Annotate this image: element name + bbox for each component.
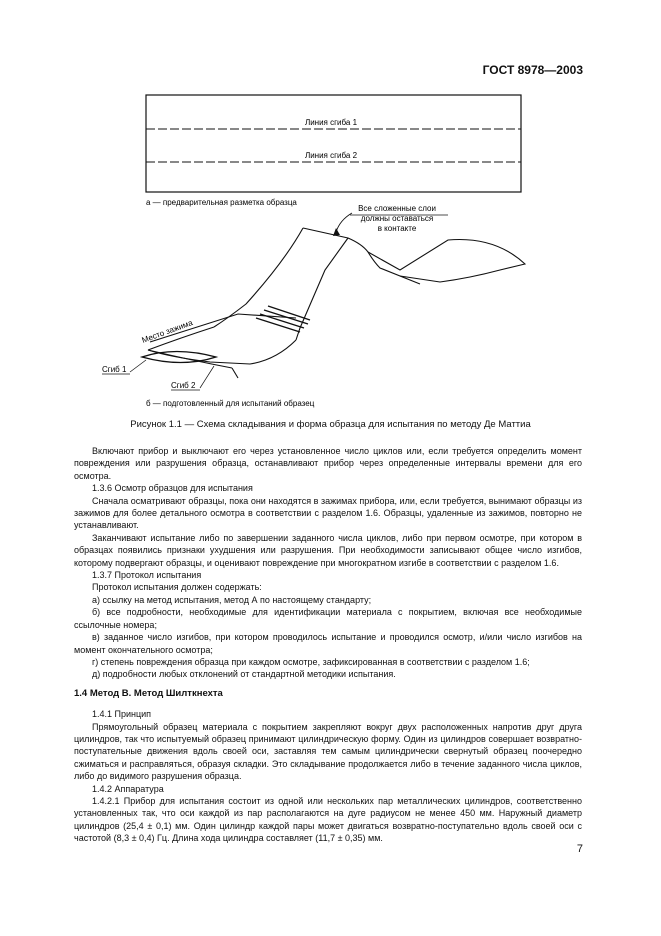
subfigure-b-caption: б — подготовленный для испытаний образец	[146, 399, 315, 408]
list-item: а) ссылку на метод испытания, метод А по настоящему стандарту;	[92, 594, 372, 605]
subsection-heading: 1.4.1 Принцип	[92, 709, 152, 720]
contact-note-line2: должны оставаться	[360, 214, 434, 223]
paragraph: Включают прибор и выключают его через установленное число циклов или, если требуется определить момент повреждения или разрушения образца, останавливают прибор через определенные интервалы времени для его осмотра.	[74, 446, 582, 481]
subsection-heading: 1.3.7 Протокол испытания	[92, 570, 202, 581]
body-text	[74, 445, 582, 845]
paragraph: Сначала осматривают образцы, пока они находятся в зажимах прибора, или, если требуется, вынимают образцы из зажимов для более детального осмотра в соответствии с разделом 1.6. Образцы, удаленные из зажимов, повторно не устанавливают.	[74, 495, 582, 531]
folded-specimen	[142, 228, 525, 378]
contact-note-line1: Все сложенные слои	[358, 204, 436, 213]
list-item: б) все подробности, необходимые для идентификации материала с покрытием, включая все необходимые ссылочные номера;	[74, 607, 582, 630]
fold-line-1-label: Линия сгиба 1	[304, 118, 358, 127]
subsection-heading: 1.4.2 Аппаратура	[92, 783, 164, 794]
paragraph: Прямоугольный образец материала с покрытием закрепляют вокруг двух расположенных напротив друг друга цилиндров, так что испытуемый образец принимают цилиндрическую форму. Один из цилиндров совершает возвратно-поступательные движения вдоль своей оси, заставляя тем самым цилиндрически свернутый образец поочередно сжиматься и расправляться, образуя складки. Это складывание продолжается либо в течение заданного числа циклов, либо до видимого разрушения образца.	[74, 721, 582, 782]
list-item: г) степень повреждения образца при каждом осмотре, зафиксированная в соответствии с разделом 1.6;	[92, 656, 530, 667]
section-heading: 1.4 Метод В. Метод Шилткнехта	[74, 687, 223, 699]
subsection-heading: 1.3.6 Осмотр образцов для испытания	[92, 483, 253, 494]
subfigure-a-caption: а — предварительная разметка образца	[146, 198, 297, 207]
fold-1-label: Сгиб 1	[102, 365, 127, 374]
list-item: в) заданное число изгибов, при котором проводилось испытание и проводился осмотр, и/или число изгибов на момент окончательного осмотра;	[74, 632, 582, 655]
paragraph: 1.4.2.1 Прибор для испытания состоит из одной или нескольких пар металлических цилиндров, соответственно установленных так, что оси каждой из пар располагаются на дуге радиусом не менее 450 мм. Наружный диаметр цилиндров (25,4 ± 0,1) мм. Один цилиндр каждой пары может двигаться возвратно-поступательно вдоль своей оси с частотой (8,3 ± 0,4) Гц. Длина хода цилиндра составляет (11,7 ± 0,35) мм.	[74, 795, 582, 844]
fold-line-2-label: Линия сгиба 2	[304, 151, 358, 160]
page-number: 7	[576, 843, 583, 855]
list-item: д) подробности любых отклонений от стандартной методики испытания.	[92, 669, 396, 680]
contact-note-line3: в контакте	[377, 224, 417, 233]
folding-scheme-figure	[0, 88, 661, 498]
clamp-area-label: Место зажима	[140, 318, 194, 345]
paragraph: Заканчивают испытание либо по завершении заданного числа циклов, либо при первом осмотре, при котором в образцах появились признаки ухудшения или разрушения. При необходимости записывают общее число изгибов, которому подвергают образцы, и оценивают повреждение при многократном изгибе в соответствии с разделом 1.6.	[74, 532, 582, 568]
fold-2-label: Сгиб 2	[171, 381, 196, 390]
paragraph: Протокол испытания должен содержать:	[92, 582, 262, 593]
specimen-outline	[146, 95, 521, 192]
figure-caption: Рисунок 1.1 — Схема складывания и форма образца для испытания по методу Де Маттиа	[130, 419, 531, 430]
standard-number: ГОСТ 8978—2003	[482, 63, 583, 77]
